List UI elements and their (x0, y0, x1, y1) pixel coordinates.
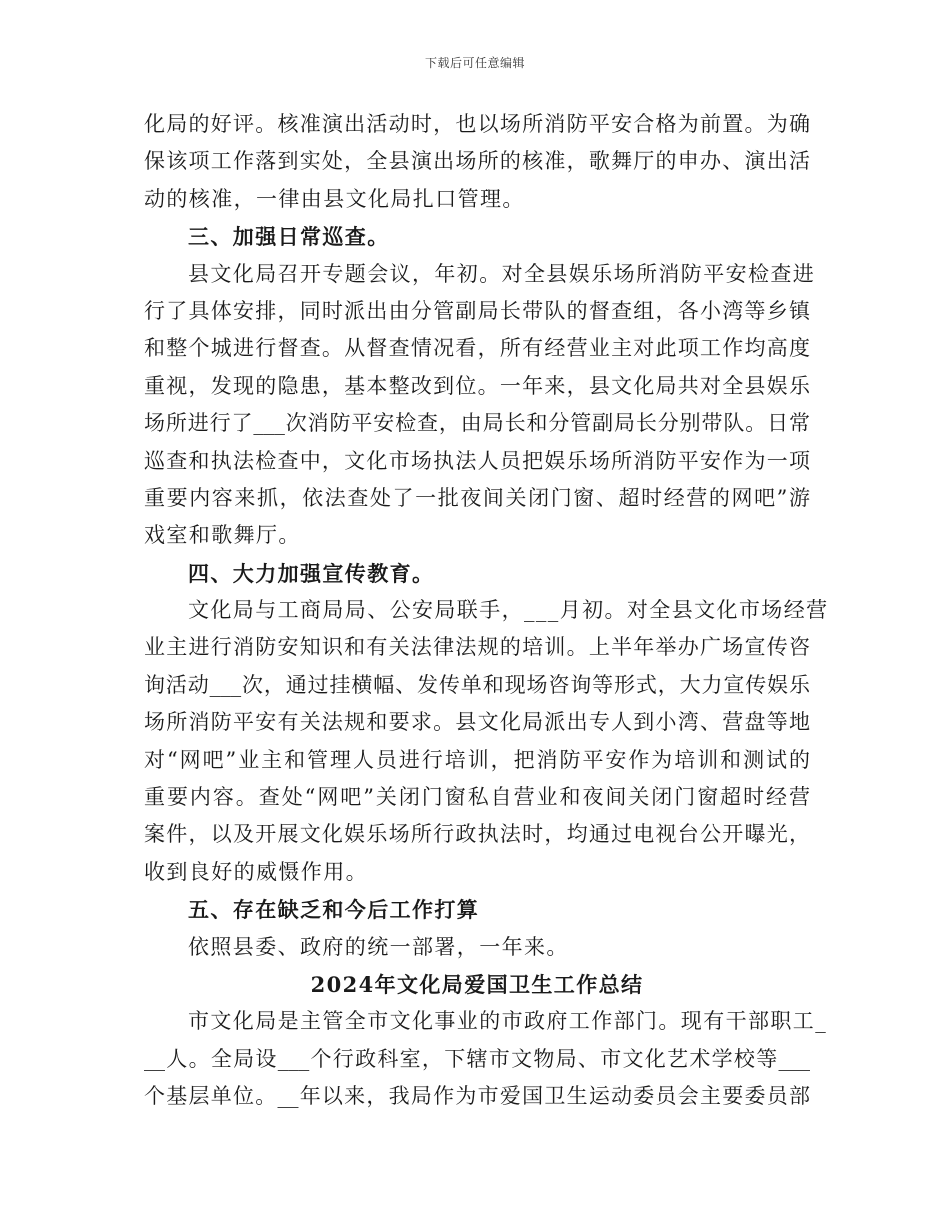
body-line: 对“网吧”业主和管理人员进行培训，把消防平安作为培训和测试的 (144, 747, 810, 772)
body-line: 化局的好评。核准演出活动时，也以场所消防平安合格为前置。为确 (144, 112, 810, 136)
body-line: 案件，以及开展文化娱乐场所行政执法时，均通过电视台公开曝光， (144, 822, 810, 847)
body-line: 保该项工作落到实处，全县演出场所的核准，歌舞厅的申办、演出活 (144, 149, 810, 174)
body-line: 重要内容来抓，依法查处了一批夜间关闭门窗、超时经营的网吧”游 (144, 485, 810, 510)
body-line: __人。全局设___个行政科室，下辖市文物局、市文化艺术学校等___ (144, 1046, 810, 1071)
section-heading: 四、大力加强宣传教育。 (188, 560, 435, 586)
body-line: 动的核准，一律由县文化局扎口管理。 (144, 186, 525, 211)
body-line: 场所消防平安有关法规和要求。县文化局派出专人到小湾、营盘等地 (144, 710, 810, 735)
body-line: 和整个城进行督查。从督查情况看，所有经营业主对此项工作均高度 (144, 336, 810, 361)
body-line: 戏室和歌舞厅。 (144, 523, 301, 548)
document-title: 2024年文化局爱国卫生工作总结 (310, 971, 644, 997)
body-line: 依照县委、政府的统一部署，一年来。 (188, 934, 569, 959)
section-heading: 三、加强日常巡查。 (188, 224, 390, 250)
body-line: 场所进行了___次消防平安检查，由局长和分管副局长分别带队。日常 (144, 411, 810, 436)
body-line: 县文化局召开专题会议，年初。对全县娱乐场所消防平安检查进 (188, 261, 816, 286)
body-line: 文化局与工商局局、公安局联手，___月初。对全县文化市场经营 (188, 598, 829, 623)
body-line: 市文化局是主管全市文化事业的市政府工作部门。现有干部职工_ (188, 1009, 828, 1034)
body-line: 巡查和执法检查中，文化市场执法人员把娱乐场所消防平安作为一项 (144, 448, 810, 473)
body-line: 询活动___次，通过挂横幅、发传单和现场咨询等形式，大力宣传娱乐 (144, 672, 810, 697)
body-line: 重视，发现的隐患，基本整改到位。一年来，县文化局共对全县娱乐 (144, 373, 810, 398)
body-line: 重要内容。查处“网吧”关闭门窗私自营业和夜间关闭门窗超时经营 (144, 785, 810, 810)
section-heading: 五、存在缺乏和今后工作打算 (188, 897, 480, 923)
body-line: 收到良好的威慑作用。 (144, 859, 368, 884)
document-body (144, 106, 829, 1116)
page-header: 下载后可任意编辑 (424, 56, 525, 70)
body-line: 业主进行消防安知识和有关法律法规的培训。上半年举办广场宣传咨 (144, 635, 810, 660)
body-line: 个基层单位。__年以来，我局作为市爱国卫生运动委员会主要委员部 (144, 1084, 810, 1109)
body-line: 行了具体安排，同时派出由分管副局长带队的督查组，各小湾等乡镇 (144, 298, 810, 323)
